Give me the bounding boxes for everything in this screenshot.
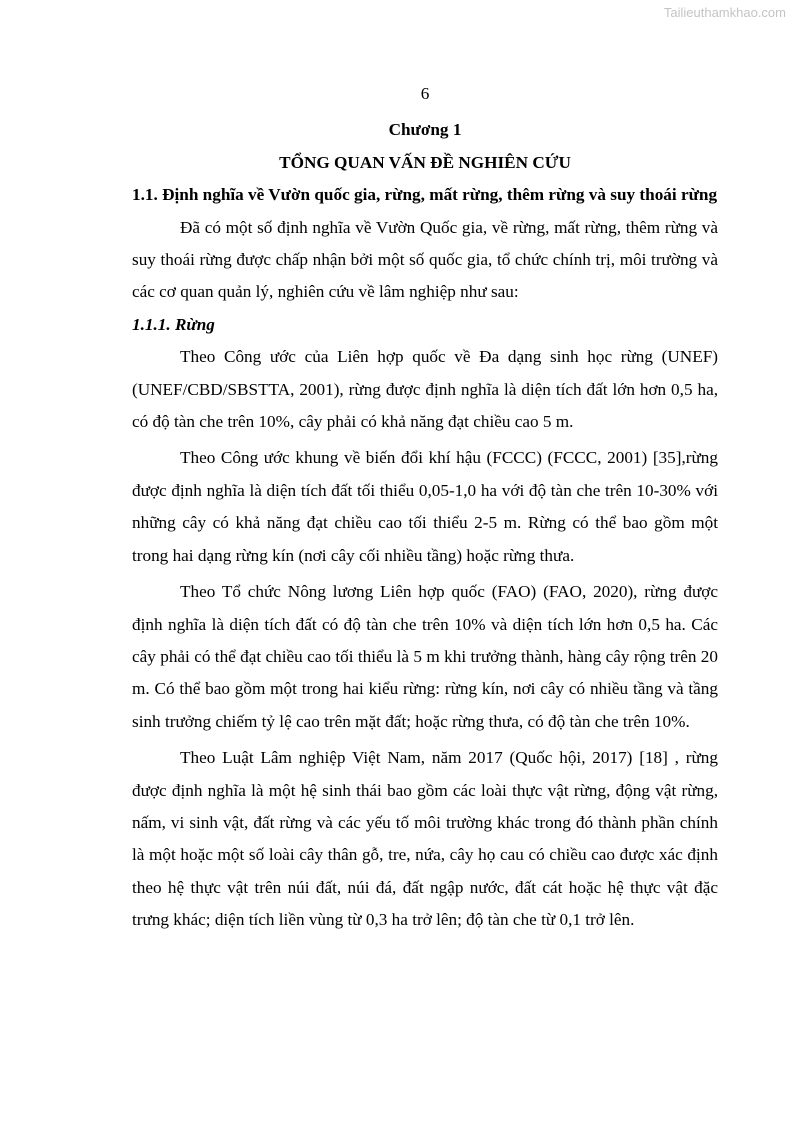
section-heading: 1.1. Định nghĩa về Vườn quốc gia, rừng, mất rừng, thêm rừng và suy thoái rừng bbox=[132, 185, 718, 205]
section-intro-paragraph: Đã có một số định nghĩa về Vườn Quốc gia, về rừng, mất rừng, thêm rừng và suy thoái rừng được chấp nhận bởi một số quốc gia, tổ chức chính trị, môi trường và các cơ quan quản lý, nghiên cứu về lâm nghiệp như sau: bbox=[132, 217, 718, 302]
paragraph-vietnam-law: Theo Luật Lâm nghiệp Việt Nam, năm 2017 (Quốc hội, 2017) [18] , rừng được định nghĩa là một hệ sinh thái bao gồm các loài thực vật rừng, động vật rừng, nấm, vi sinh vật, đất rừng và các yếu tố môi trường khác trong đó thành phần chính là một hoặc một số loài cây thân gỗ, tre, nứa, cây họ cau có chiều cao được xác định theo hệ thực vật trên núi đất, núi đá, đất ngập nước, đất cát hoặc hệ thực vật đặc trưng khác; diện tích liền vùng từ 0,3 ha trở lên; độ tàn che từ 0,1 trở lên. bbox=[132, 748, 718, 930]
document-page bbox=[132, 78, 718, 937]
paragraph-fao: Theo Tổ chức Nông lương Liên hợp quốc (FAO) (FAO, 2020), rừng được định nghĩa là diện tích đất có độ tàn che trên 10% và diện tích lớn hơn 0,5 ha. Các cây phải có thể đạt chiều cao tối thiểu là 5 m khi trưởng thành, hàng cây rộng trên 20 m. Có thể bao gồm một trong hai kiểu rừng: rừng kín, nơi cây có nhiều tầng và tầng sinh trưởng chiếm tỷ lệ cao trên mặt đất; hoặc rừng thưa, có độ tàn che trên 10%. bbox=[132, 582, 718, 731]
page-number: 6 bbox=[420, 84, 430, 103]
chapter-label: Chương 1 bbox=[388, 120, 462, 140]
paragraph-fccc: Theo Công ước khung về biến đổi khí hậu (FCCC) (FCCC, 2001) [35],rừng được định nghĩa là diện tích đất tối thiểu 0,05-1,0 ha với độ tàn che trên 10-30% với những cây có khả năng đạt chiều cao tối thiểu 2-5 m. Rừng có thể bao gồm một trong hai dạng rừng kín (nơi cây cối nhiều tầng) hoặc rừng thưa. bbox=[132, 448, 718, 565]
paragraph-unef: Theo Công ước của Liên hợp quốc về Đa dạng sinh học rừng (UNEF) (UNEF/CBD/SBSTTA, 2001), rừng được định nghĩa là diện tích đất lớn hơn 0,5 ha, có độ tàn che trên 10%, cây phải có khả năng đạt chiều cao 5 m. bbox=[132, 347, 718, 432]
chapter-title: TỔNG QUAN VẤN ĐỀ NGHIÊN CỨU bbox=[279, 152, 571, 172]
subsection-heading: 1.1.1. Rừng bbox=[132, 314, 215, 334]
watermark: Tailieuthamkhao.com bbox=[663, 5, 786, 20]
